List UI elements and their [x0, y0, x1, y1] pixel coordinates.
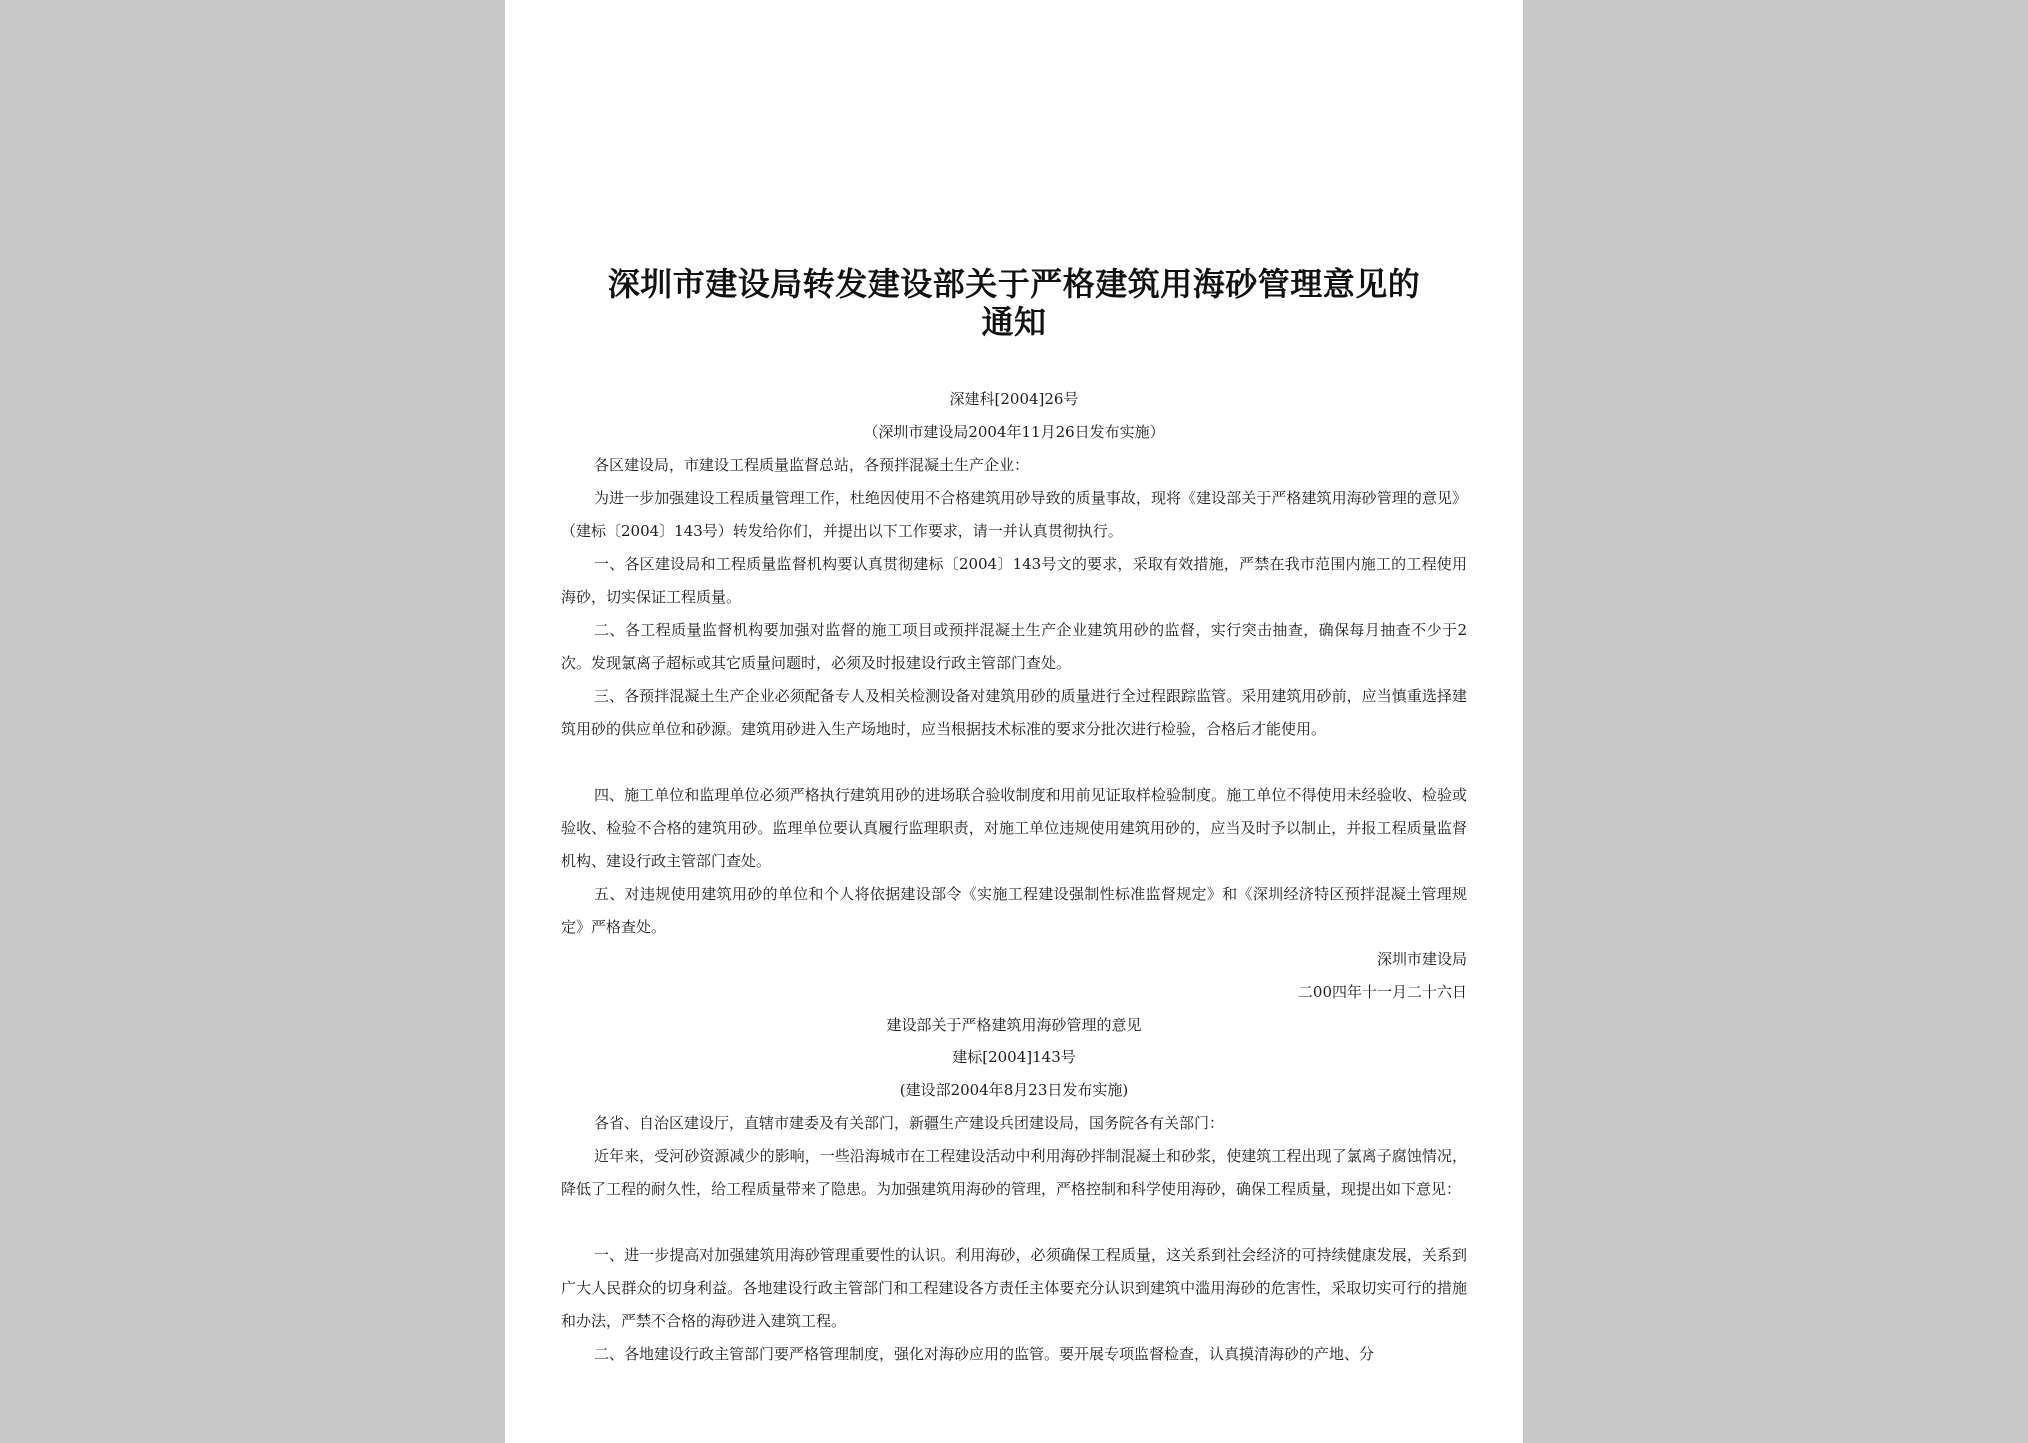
- paragraph-item-4: 四、施工单位和监理单位必须严格执行建筑用砂的进场联合验收制度和用前见证取样检验制度。施工单位不得使用未经验收、检验或验收、检验不合格的建筑用砂。监理单位要认真履行监理职责，对施工单位违规使用建筑用砂的，应当及时予以制止，并报工程质量监督机构、建设行政主管部门查处。: [561, 786, 1467, 870]
- attachment-number: 建标[2004]143号: [952, 1048, 1076, 1066]
- paragraph-item-3: 三、各预拌混凝土生产企业必须配备专人及相关检测设备对建筑用砂的质量进行全过程跟踪监管。采用建筑用砂前，应当慎重选择建筑用砂的供应单位和砂源。建筑用砂进入生产场地时，应当根据技术标准的要求分批次进行检验，合格后才能使用。: [561, 687, 1467, 738]
- document-title: 深圳市建设局转发建设部关于严格建筑用海砂管理意见的通知: [607, 265, 1421, 341]
- document-number: 深建科[2004]26号: [949, 390, 1079, 408]
- attachment-salutation: 各省、自治区建设厅，直辖市建委及有关部门，新疆生产建设兵团建设局，国务院各有关部门：: [594, 1114, 1225, 1132]
- attachment-paragraph-2: 一、进一步提高对加强建筑用海砂管理重要性的认识。利用海砂，必须确保工程质量，这关系到社会经济的可持续健康发展，关系到广大人民群众的切身利益。各地建设行政主管部门和工程建设各方责任主体要充分认识到建筑中滥用海砂的危害性，采取切实可行的措施和办法，严禁不合格的海砂进入建筑工程。: [561, 1246, 1467, 1330]
- salutation: 各区建设局，市建设工程质量监督总站，各预拌混凝土生产企业：: [594, 456, 1030, 474]
- attachment-paragraph-3: 二、各地建设行政主管部门要严格管理制度，强化对海砂应用的监管。要开展专项监督检查，认真摸清海砂的产地、分: [594, 1345, 1375, 1363]
- signature-date: 二00四年十一月二十六日: [1297, 983, 1467, 1001]
- document-page: [505, 0, 1523, 1443]
- paragraph-intro: 为进一步加强建设工程质量管理工作，杜绝因使用不合格建筑用砂导致的质量事故，现将《建设部关于严格建筑用海砂管理的意见》（建标〔2004〕143号）转发给你们，并提出以下工作要求，请一并认真贯彻执行。: [561, 489, 1467, 540]
- paragraph-item-1: 一、各区建设局和工程质量监督机构要认真贯彻建标〔2004〕143号文的要求，采取有效措施，严禁在我市范围内施工的工程使用海砂，切实保证工程质量。: [561, 555, 1467, 606]
- paragraph-item-5: 五、对违规使用建筑用砂的单位和个人将依据建设部令《实施工程建设强制性标准监督规定》和《深圳经济特区预拌混凝土管理规定》严格查处。: [561, 885, 1467, 936]
- issue-note: （深圳市建设局2004年11月26日发布实施）: [863, 423, 1165, 441]
- paragraph-item-2: 二、各工程质量监督机构要加强对监督的施工项目或预拌混凝土生产企业建筑用砂的监督，实行突击抽查，确保每月抽查不少于2次。发现氯离子超标或其它质量问题时，必须及时报建设行政主管部门查处。: [561, 621, 1467, 672]
- attachment-paragraph-1: 近年来，受河砂资源减少的影响，一些沿海城市在工程建设活动中利用海砂拌制混凝土和砂浆，使建筑工程出现了氯离子腐蚀情况，降低了工程的耐久性，给工程质量带来了隐患。为加强建筑用海砂的管理，严格控制和科学使用海砂，确保工程质量，现提出如下意见：: [561, 1147, 1467, 1198]
- attachment-issue-note: (建设部2004年8月23日发布实施): [899, 1081, 1129, 1099]
- signature-org: 深圳市建设局: [1376, 950, 1467, 968]
- attachment-title: 建设部关于严格建筑用海砂管理的意见: [886, 1016, 1142, 1034]
